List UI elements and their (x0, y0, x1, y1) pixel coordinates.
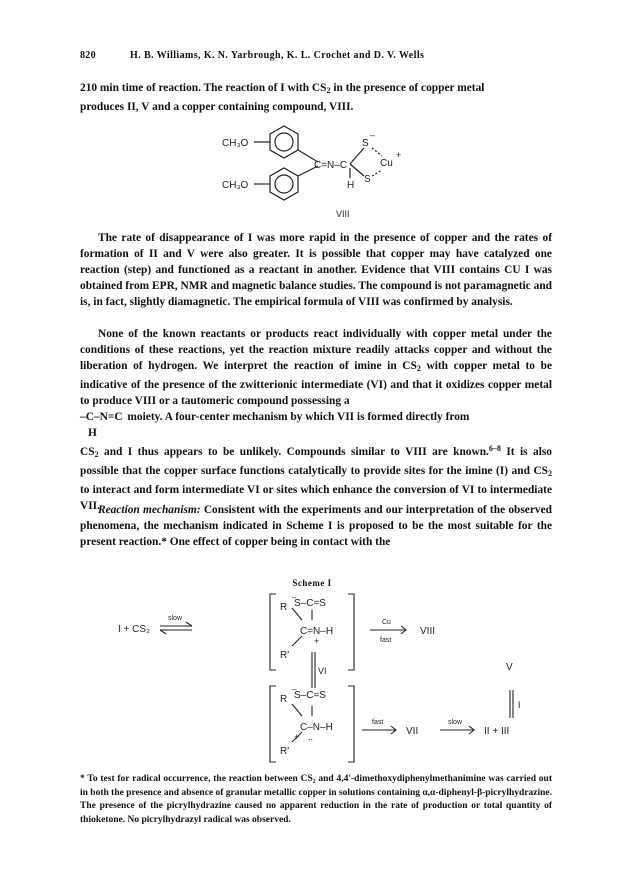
moiety-line (80, 409, 552, 441)
scs-upper: S–C=S (294, 598, 326, 609)
product-viii: VIII (420, 626, 436, 637)
plus-charge: + (396, 150, 402, 160)
paragraph-2: The rate of disappearance of I was more rapid in the presence of copper and the rates of formation of II and V were also greater. It is possible that copper may have catalyzed one reaction (step) and functioned as a reactant in another. Evidence that VIII contains CU I was obtained from EPR, NMR and magnetic balance studies. The compound is not paramagnetic and is, in fact, slightly diamagnetic. The empirical formula of VIII was confirmed by analysis. (80, 232, 552, 308)
rprime-lower: R' (280, 746, 290, 757)
p4-text: Consistent with the experiments and our interpretation of the observed phenomena, the mechanism indicated in Scheme I is proposed to be the most suitable for the present reaction.* One effect of copper being in contact with the (80, 504, 553, 548)
scheme-lines (160, 594, 513, 762)
label-vii: VII (406, 726, 419, 737)
r-upper: R (280, 602, 288, 613)
products-label: II + III (484, 726, 510, 737)
label-i: I (518, 700, 521, 710)
imine-group: C=N–C (314, 160, 348, 171)
slow-label-2: slow (448, 719, 463, 726)
cu-label: Cu (382, 619, 391, 626)
p3-part-7: to interact and form intermediate VI or sites which enhance the conversion of VI to intermediate VII. (80, 484, 552, 512)
p1-line-2: produces II, V and a copper containing compound, VIII. (80, 101, 354, 113)
methoxy-top: CH₃O (222, 138, 249, 149)
copper-atom: Cu (380, 158, 393, 169)
sulfur-top: S (362, 138, 369, 149)
label-vi: VI (318, 666, 327, 676)
moiety-h: H (88, 427, 97, 439)
p3-sub-2: 2 (94, 450, 99, 459)
p3-part-1: None of the known reactants or products react individually with copper metal under the conditions of these reactions, yet the reaction mixture readily attacks copper and without the liberation of hydrogen. We interpret the reaction of imine in CS (80, 328, 552, 372)
p1-subscript: 2 (326, 86, 331, 95)
paragraph-1 (80, 80, 552, 115)
footnote: * To test for radical occurrence, the reaction between CS₂ and 4,4'-dimethoxydiphenylmethanimine was carried out in both the presence and absence of granular metallic copper in solutions containing α,α-diphenyl-β-picrylhydrazine. The presence of the picrylhydrazine caused no apparent reduction in the rate of production or total quantity of thioketone. No picrylhydrazyl radical was observed. (80, 774, 552, 825)
fast-label-1: fast (380, 637, 392, 644)
reactants-label: I + CS₂ (118, 624, 150, 635)
structure-label-viii: VIII (336, 209, 350, 219)
p3-part-2: with copper metal to be indicative of the presence of the zwitterionic intermediate (VI) and that it oxidizes copper metal to produce VIII or a tautomeric compound possessing a (80, 360, 552, 407)
scheme-caption: Scheme I (292, 578, 332, 588)
structure-viii (200, 118, 420, 228)
cnh-upper: C=N–H (300, 626, 334, 637)
p1-line-1: 210 min time of reaction. The reaction of I with CS (80, 82, 327, 94)
minus-upper: – (292, 593, 297, 602)
paragraph-3 (80, 326, 552, 514)
p3-part-5: and I thus appears to be unlikely. Compounds similar to VIII are known. (98, 446, 489, 458)
methoxy-bottom: CH₃O (222, 180, 249, 191)
scs-lower: S–C=S (294, 690, 326, 701)
p3-part-4: CS (80, 446, 95, 458)
minus-charge: – (370, 130, 376, 140)
p3-part-3: moiety. A four-center mechanism by which VII is formed directly from (127, 411, 470, 423)
benzene-ring-top (270, 126, 298, 158)
p3-part-6: It is also possible that the copper surface functions catalytically to provide sites for the imine (I) and CS (80, 446, 553, 477)
slow-label-1: slow (168, 615, 183, 622)
authors-header: H. B. Williams, K. N. Yarbrough, K. L. Crochet and D. V. Wells (130, 50, 425, 61)
p3-sub-1: 2 (416, 364, 421, 373)
h-atom: H (347, 180, 355, 191)
benzene-ring-bottom (270, 168, 298, 200)
paragraph-4 (80, 502, 552, 550)
p3-sub-3: 2 (548, 469, 552, 478)
moiety-formula: –C–N=C (80, 411, 123, 423)
plus-upper: + (314, 636, 320, 646)
p1-line-1-end: in the presence of copper metal (330, 82, 485, 94)
sulfur-bottom: S (364, 174, 371, 185)
p3-ref: 6–8 (488, 444, 501, 453)
scheme-diagram (80, 590, 552, 766)
r-lower: R (280, 694, 288, 705)
lone-pair: .. (308, 732, 314, 742)
label-v: V (506, 662, 513, 673)
fast-label-2: fast (372, 719, 384, 726)
plus-lower: + (294, 732, 300, 742)
rprime-upper: R' (280, 650, 290, 661)
p4-lead: Reaction mechanism: (98, 504, 201, 516)
page-number: 820 (80, 50, 96, 61)
minus-lower: – (292, 685, 297, 694)
cnh-lower: C–N–H (300, 722, 333, 733)
